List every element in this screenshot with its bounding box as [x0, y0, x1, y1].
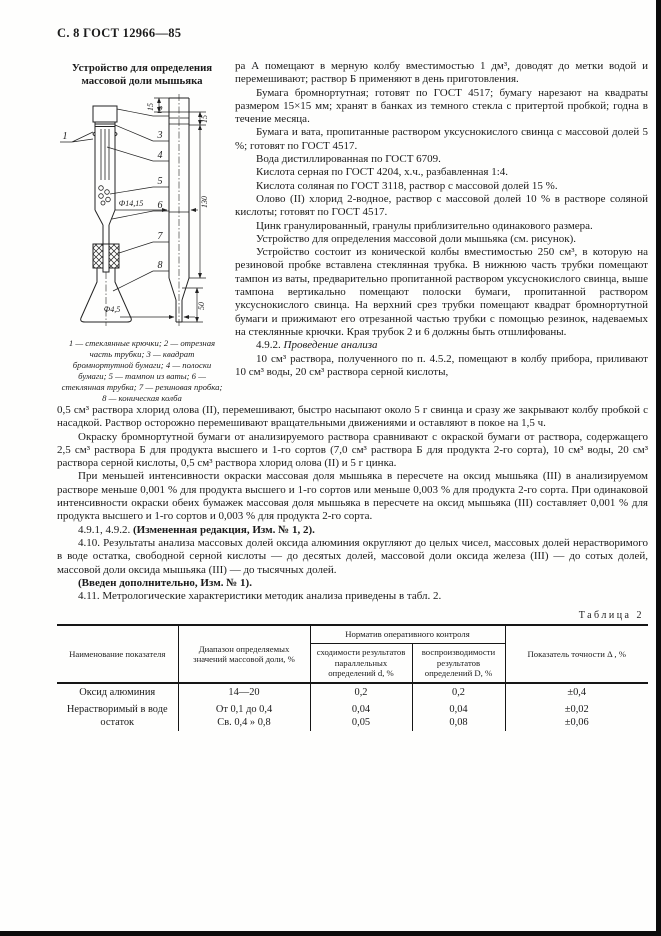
table-body — [57, 683, 648, 731]
cell-line: 0,04 — [351, 703, 371, 715]
paragraph: Кислота соляная по ГОСТ 3118, раствор с массовой долей 15 %. — [256, 179, 558, 192]
apparatus-figure — [57, 92, 227, 330]
callout-3: 3 — [157, 130, 163, 141]
paragraph: Кислота серная по ГОСТ 4204, х.ч., разбавленная 1:4. — [256, 166, 509, 179]
paragraph: Окраску бромнортутной бумаги от анализируемого раствора сравнивают с окраской бумаги от раствора, содержащего 2,5 см³ раствора Б для продукта высшего и 1-го сортов (7,0 см³ раствора Б для продукта 2-го сорта), 10 см³ воды, 20 см³ раствора серной кислоты, 0,5 см³ раствора хлорид олова (II) и 5 г цинка. — [57, 430, 648, 470]
cell-D: 0,2 — [412, 683, 505, 701]
dim-50: 50 — [197, 302, 206, 310]
amendment-note-1 — [57, 524, 648, 537]
paragraph-4-11: 4.11. Метрологические характеристики методик анализа приведены в табл. 2. — [78, 590, 442, 603]
cell-line: 0,04 — [449, 703, 468, 715]
cell-line: 0,08 — [449, 716, 468, 728]
dim-dia-bottom: Ф4,5 — [103, 305, 121, 314]
callout-8: 8 — [157, 260, 163, 271]
cell-line: ±0,02 — [564, 703, 589, 715]
assembly-drawing — [81, 106, 132, 326]
callout-6: 6 — [157, 200, 163, 211]
col-header-range: Диапазон определяемых значений массовой доли, % — [178, 625, 310, 682]
col-header-name: Наименование показателя — [57, 625, 178, 682]
tube-drawing — [169, 94, 189, 328]
right-column-text — [235, 60, 648, 404]
paragraph: Устройство состоит из конической колбы вместимостью 250 см³, в которую на резиновой пробке вставлена стеклянная трубка. В нижнюю часть трубки помещают тампон из ваты, предварительно пропитанной раствором уксуснокислого свинца, выше тампона вертикально помещают полоски бумаги, пропитанной раствором уксуснокислого свинца. На верхний срез трубки помещают квадрат бромнортутной бумаги и прижимают его отрезанной частью трубки с помощью резинок, надеваемых на стеклянные крючки. Края трубок 2 и 6 должны быть отшлифованы. — [235, 246, 648, 338]
paragraph: 10 см³ раствора, полученного по п. 4.5.2, помещают в колбу прибора, приливают 10 см³ воды, 20 см³ раствора серной кислоты, — [235, 352, 648, 378]
callout-7: 7 — [157, 231, 163, 242]
callout-5: 5 — [157, 176, 163, 187]
col-header-reproducibility: воспроизводимости результатов определений D, % — [412, 644, 505, 683]
page-content — [57, 60, 648, 731]
page-header: С. 8 ГОСТ 12966—85 — [57, 26, 182, 40]
paragraph: При меньшей интенсивности окраски массовая доля мышьяка в пересчете на оксид мышьяка (III) в анализируемом растворе меньше 0,001 % для продукта высшего и 1-го сортов или меньше 0,003 % для продукта 2-го сорта. При одинаковой интенсивности окраски обеих бумажек массовая доля мышьяка в пересчете на оксид мышьяка (III) составляет 0,001 % для продукта высшего и 1-го сортов и 0,003 % для продукта 2-го сорта. — [57, 470, 648, 523]
cell-delta — [505, 701, 648, 731]
scan-edge-bottom — [0, 931, 661, 936]
section-heading-4-9-2 — [235, 339, 648, 352]
cell-line: От 0,1 до 0,4 — [215, 703, 273, 715]
paragraph: Цинк гранулированный, гранулы приблизительно одинакового размера. — [256, 219, 593, 232]
paragraph-4-10: 4.10. Результаты анализа массовых долей оксида алюминия округляют до целых чисел, массовых долей нерастворимого в воде остатка, свободной серной кислоты — до десятых долей, массовой доли оксида железа (III) — до сотых долей, массовой доли оксида мышьяка (III) — до тысячных долей. — [57, 536, 648, 576]
amendment-prefix: 4.9.1, 4.9.2. — [78, 523, 133, 536]
cell-range: 14—20 — [178, 683, 310, 701]
dimension-labels — [104, 103, 209, 314]
table-row — [57, 701, 648, 731]
table-row — [57, 683, 648, 701]
callout-2: 2 — [157, 105, 163, 116]
col-header-control-group: Норматив оперативного контроля — [310, 625, 505, 643]
callout-4: 4 — [157, 150, 163, 161]
cell-line: ±0,06 — [564, 716, 589, 728]
cell-name: Оксид алюминия — [79, 686, 156, 698]
metrology-table — [57, 624, 648, 730]
table-caption: Таблица 2 — [578, 610, 644, 622]
cell-line: Св. 0,4 » 0,8 — [217, 716, 271, 728]
dim-top-15: 15 — [146, 103, 155, 111]
cell-range — [178, 701, 310, 731]
dim-upper-15: 15 — [200, 115, 209, 123]
amendment-bold-note: (Измененная редакция, Изм. № 1, 2). — [133, 523, 315, 536]
cell-D — [412, 701, 505, 731]
cell-name: Нерастворимый в воде остаток — [66, 703, 168, 728]
amendment-note-2: (Введен дополнительно, Изм. № 1). — [78, 576, 252, 589]
cell-d — [310, 701, 412, 731]
col-header-accuracy: Показатель точности Δ , % — [505, 625, 648, 682]
paragraph: Устройство для определения массовой доли мышьяка (см. рисунок). — [256, 232, 577, 245]
two-column-section — [57, 60, 648, 404]
figure-caption: Устройство для определения массовой доли мышьяка — [71, 62, 213, 87]
col-header-repeatability: сходимости результатов параллельных определений d, % — [310, 644, 412, 683]
paragraph: Олово (II) хлорид 2-водное, раствор с массовой долей 10 % в растворе соляной кислоты; готовят по ГОСТ 4517. — [235, 192, 648, 219]
dim-dia-top: Ф14,15 — [118, 199, 144, 208]
scan-edge-right — [656, 0, 661, 936]
dim-130: 130 — [200, 196, 209, 208]
paragraph: Бумага бромнортутная; готовят по ГОСТ 4517; бумагу нарезают на квадраты размером 15×15 мм; хранят в банках из темного стекла с притертой пробкой; годна в течение месяца. — [235, 86, 648, 126]
cell-line: 0,05 — [351, 716, 371, 728]
full-width-text — [57, 404, 648, 603]
section-title: Проведение анализа — [283, 339, 378, 352]
paragraph: 0,5 см³ раствора хлорид олова (II), перемешивают, быстро насыпают около 5 г свинца и сразу же закрывают колбу пробкой с насадкой. Раствор осторожно перемешивают вращательными движениями и оставляют в покое на 1,5 ч. — [57, 404, 648, 430]
section-number: 4.9.2. — [256, 339, 281, 352]
table-header — [57, 625, 648, 682]
cell-d: 0,2 — [310, 683, 412, 701]
paragraph: ра А помещают в мерную колбу вместимостью 1 дм³, доводят до метки водой и перемешивают; раствор Б применяют в день приготовления. — [235, 60, 648, 86]
cell-delta: ±0,4 — [505, 683, 648, 701]
paragraph: Бумага и вата, пропитанные раствором уксуснокислого свинца с массовой долей 5 %; готовят по ГОСТ 4517. — [235, 126, 648, 152]
figure-legend: 1 — стеклянные крючки; 2 — отрезная часть трубки; 3 — квадрат бромнортутной бумаги; 4 — полоски бумаги; 5 — тампон из ваты; 6 — стеклянная трубка; 7 — резиновая пробка; 8 — коническая колба — [61, 338, 223, 403]
figure-block — [57, 60, 227, 404]
callout-1: 1 — [62, 131, 68, 142]
paragraph: Вода дистиллированная по ГОСТ 6709. — [256, 153, 441, 166]
